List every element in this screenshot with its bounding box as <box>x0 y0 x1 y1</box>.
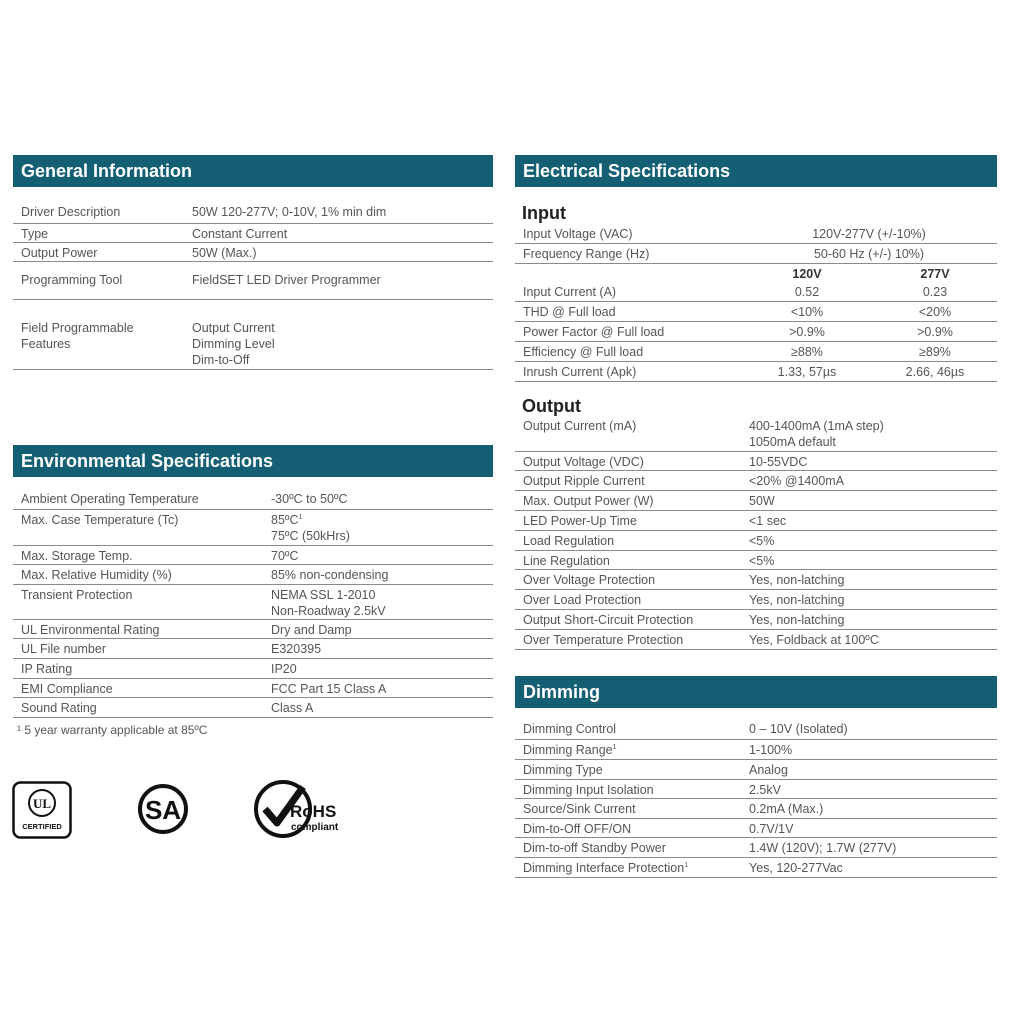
row-label: Over Load Protection <box>523 593 642 607</box>
environmental-specifications-section <box>13 445 493 737</box>
row-label <box>13 299 184 369</box>
input-table <box>515 224 997 382</box>
row-value: FieldSET LED Driver Programmer <box>192 272 381 287</box>
row-value-line: 1050mA default <box>749 434 836 449</box>
row-value-line: Dimming Level <box>192 336 275 351</box>
row-value: 0 – 10V (Isolated) <box>749 722 848 736</box>
input-subheading: Input <box>522 203 566 223</box>
row-label: Over Voltage Protection <box>523 573 656 587</box>
row-value: 10-55VDC <box>749 455 808 469</box>
footnote-marker: 1 <box>612 743 617 751</box>
row-value <box>184 299 493 369</box>
table-row <box>13 261 493 299</box>
row-value-line: Dim-to-Off <box>192 352 250 367</box>
row-label: Type <box>21 226 49 241</box>
row-value-120v: 1.33, 57µs <box>777 364 837 379</box>
row-value: <1 sec <box>749 514 787 528</box>
row-value: <5% <box>749 534 775 548</box>
row-value: 70ºC <box>271 548 299 563</box>
rohs-compliant-text: compliant <box>291 822 339 833</box>
row-label: Dimming Input Isolation <box>523 782 654 797</box>
row-value: 2.5kV <box>749 782 781 797</box>
row-value: Analog <box>749 762 788 777</box>
row-label: Sound Rating <box>21 700 97 715</box>
row-label: Dim-to-Off OFF/ON <box>523 821 632 836</box>
row-value: Constant Current <box>192 226 288 241</box>
row-label: Power Factor @ Full load <box>523 324 665 339</box>
row-value: Yes, non-latching <box>749 573 845 587</box>
table-row <box>515 491 997 511</box>
row-label: EMI Compliance <box>21 681 113 696</box>
row-value-277v: 2.66, 46µs <box>905 364 965 379</box>
row-value: 85% non-condensing <box>271 567 389 582</box>
table-row <box>13 697 493 717</box>
row-value-277v: 0.23 <box>922 285 948 299</box>
table-row <box>13 299 493 369</box>
output-table <box>515 417 997 651</box>
rohs-text: RoHS <box>290 802 337 821</box>
row-label: Max. Relative Humidity (%) <box>21 567 172 582</box>
row-label: Max. Storage Temp. <box>21 548 133 563</box>
row-value-277v: ≥89% <box>919 344 951 359</box>
table-row <box>13 564 493 584</box>
row-value-line: Output Current <box>192 320 275 335</box>
output-subheading: Output <box>522 395 581 416</box>
row-label-line: Features <box>21 336 71 351</box>
row-label-text: Dimming Range <box>523 742 613 757</box>
warranty-footnote: ¹ 5 year warranty applicable at 85ºC <box>17 722 208 737</box>
table-row <box>13 678 493 697</box>
row-label: Over Temperature Protection <box>523 633 684 647</box>
footnote-marker: 1 <box>298 513 303 521</box>
row-value <box>741 417 997 452</box>
row-label: UL Environmental Rating <box>21 622 160 637</box>
table-row <box>515 739 997 759</box>
row-value-277v: >0.9% <box>917 324 953 339</box>
table-row <box>515 361 997 381</box>
table-row <box>515 282 997 301</box>
row-value: <5% <box>749 554 775 568</box>
dimming-header: Dimming <box>515 676 997 708</box>
row-label: Inrush Current (Apk) <box>523 364 637 379</box>
table-row <box>515 263 997 282</box>
row-label-text: Dimming Interface Protection <box>523 860 685 875</box>
row-label: UL File number <box>21 641 106 656</box>
row-value: Yes, Foldback at 100ºC <box>749 633 879 647</box>
row-value: <20% @1400mA <box>749 474 845 488</box>
row-label: Ambient Operating Temperature <box>21 492 199 506</box>
table-row <box>515 341 997 361</box>
table-row <box>13 242 493 261</box>
row-label: THD @ Full load <box>523 304 616 319</box>
table-row <box>515 837 997 857</box>
column-header-277v: 277V <box>920 266 950 281</box>
row-value-120v: 0.52 <box>794 285 820 299</box>
table-row <box>515 471 997 491</box>
table-row <box>515 417 997 452</box>
row-value <box>263 509 493 545</box>
row-value: -30ºC to 50ºC <box>271 492 348 506</box>
electrical-specifications-section <box>515 155 997 650</box>
row-value: IP20 <box>271 661 297 676</box>
row-value: 1.4W (120V); 1.7W (277V) <box>749 840 897 855</box>
row-label: Load Regulation <box>523 534 615 548</box>
table-row <box>13 638 493 658</box>
row-label: Transient Protection <box>21 587 133 602</box>
table-row <box>515 857 997 877</box>
row-value: 50W <box>749 494 775 508</box>
dimming-section <box>515 676 997 878</box>
row-label: Max. Case Temperature (Tc) <box>21 512 179 527</box>
ul-logo-text: UL <box>32 796 52 811</box>
row-value: Dry and Damp <box>271 622 352 637</box>
table-row <box>515 551 997 570</box>
table-row <box>13 509 493 545</box>
row-value: 0.7V/1V <box>749 821 794 836</box>
row-label: Dimming Type <box>523 762 603 777</box>
ul-certified-text: CERTIFIED <box>22 822 62 831</box>
table-row <box>515 798 997 818</box>
row-value: 50W (Max.) <box>192 245 257 260</box>
row-label: Input Current (A) <box>523 285 617 299</box>
row-label: Output Voltage (VDC) <box>523 455 644 469</box>
row-value: 0.2mA (Max.) <box>749 801 824 816</box>
row-label <box>515 857 741 877</box>
row-label: Output Power <box>21 245 98 260</box>
row-value: 50-60 Hz (+/-) 10%) <box>813 246 925 261</box>
row-value: Yes, 120-277Vac <box>749 860 843 875</box>
row-value-line: Non-Roadway 2.5kV <box>271 603 386 618</box>
row-value-120v: >0.9% <box>789 324 825 339</box>
environmental-specifications-header: Environmental Specifications <box>13 445 493 477</box>
row-label: Dim-to-off Standby Power <box>523 840 666 855</box>
table-row <box>515 759 997 779</box>
general-information-header: General Information <box>13 155 493 187</box>
rohs-compliant-logo <box>253 777 357 846</box>
ul-certified-logo <box>12 781 72 844</box>
row-value: Yes, non-latching <box>749 593 845 607</box>
table-row <box>13 584 493 619</box>
row-value-line: NEMA SSL 1-2010 <box>271 587 376 602</box>
table-row <box>13 489 493 509</box>
table-row <box>13 223 493 242</box>
table-row <box>13 619 493 638</box>
general-information-section <box>13 155 493 370</box>
row-label: Input Voltage (VAC) <box>523 227 633 241</box>
environmental-specifications-table <box>13 489 493 718</box>
table-row <box>515 511 997 531</box>
table-row <box>13 545 493 564</box>
row-value-120v: ≥88% <box>791 344 823 359</box>
table-row <box>13 658 493 678</box>
row-value-line: 75ºC (50kHrs) <box>271 528 350 543</box>
table-row <box>515 590 997 610</box>
table-row <box>515 818 997 837</box>
table-row <box>515 452 997 471</box>
row-label-line: Field Programmable <box>21 320 134 335</box>
row-value-line: 85ºC <box>271 512 299 527</box>
csa-logo-text: SA <box>144 795 182 825</box>
row-label: Max. Output Power (W) <box>523 494 654 508</box>
table-row <box>515 779 997 798</box>
row-label: LED Power-Up Time <box>523 514 637 528</box>
general-information-table <box>13 202 493 370</box>
dimming-table <box>515 719 997 878</box>
table-row <box>515 610 997 630</box>
row-value <box>263 584 493 619</box>
row-label: Programming Tool <box>21 272 123 287</box>
table-row <box>515 321 997 341</box>
row-value-120v: <10% <box>790 304 824 319</box>
row-value: Yes, non-latching <box>749 613 845 627</box>
table-row <box>515 531 997 551</box>
table-row <box>515 630 997 650</box>
row-value: E320395 <box>271 641 322 656</box>
row-label <box>515 739 741 759</box>
table-row <box>515 719 997 739</box>
row-label: Output Short-Circuit Protection <box>523 613 694 627</box>
row-label: Driver Description <box>21 205 121 219</box>
row-value: Class A <box>271 700 314 715</box>
row-label: IP Rating <box>21 661 73 676</box>
row-label: Efficiency @ Full load <box>523 344 644 359</box>
csa-logo <box>137 781 189 842</box>
column-header-120v: 120V <box>792 266 822 281</box>
row-label: Source/Sink Current <box>523 801 636 816</box>
row-value: 120V-277V (+/-10%) <box>812 227 926 241</box>
row-label: Output Current (mA) <box>523 418 637 433</box>
row-value: FCC Part 15 Class A <box>271 681 387 696</box>
row-value: 1-100% <box>749 742 793 757</box>
row-label: Frequency Range (Hz) <box>523 246 650 261</box>
table-row <box>13 202 493 223</box>
table-row <box>515 570 997 590</box>
row-value: 50W 120-277V; 0-10V, 1% min dim <box>192 205 387 219</box>
row-value-277v: <20% <box>918 304 952 319</box>
table-row <box>515 301 997 321</box>
footnote-marker: 1 <box>684 861 689 869</box>
table-row <box>515 224 997 243</box>
row-label: Dimming Control <box>523 722 617 736</box>
row-label: Line Regulation <box>523 554 610 568</box>
row-label: Output Ripple Current <box>523 474 645 488</box>
electrical-specifications-header: Electrical Specifications <box>515 155 997 187</box>
table-row <box>515 243 997 263</box>
row-value-line: 400-1400mA (1mA step) <box>749 418 884 433</box>
